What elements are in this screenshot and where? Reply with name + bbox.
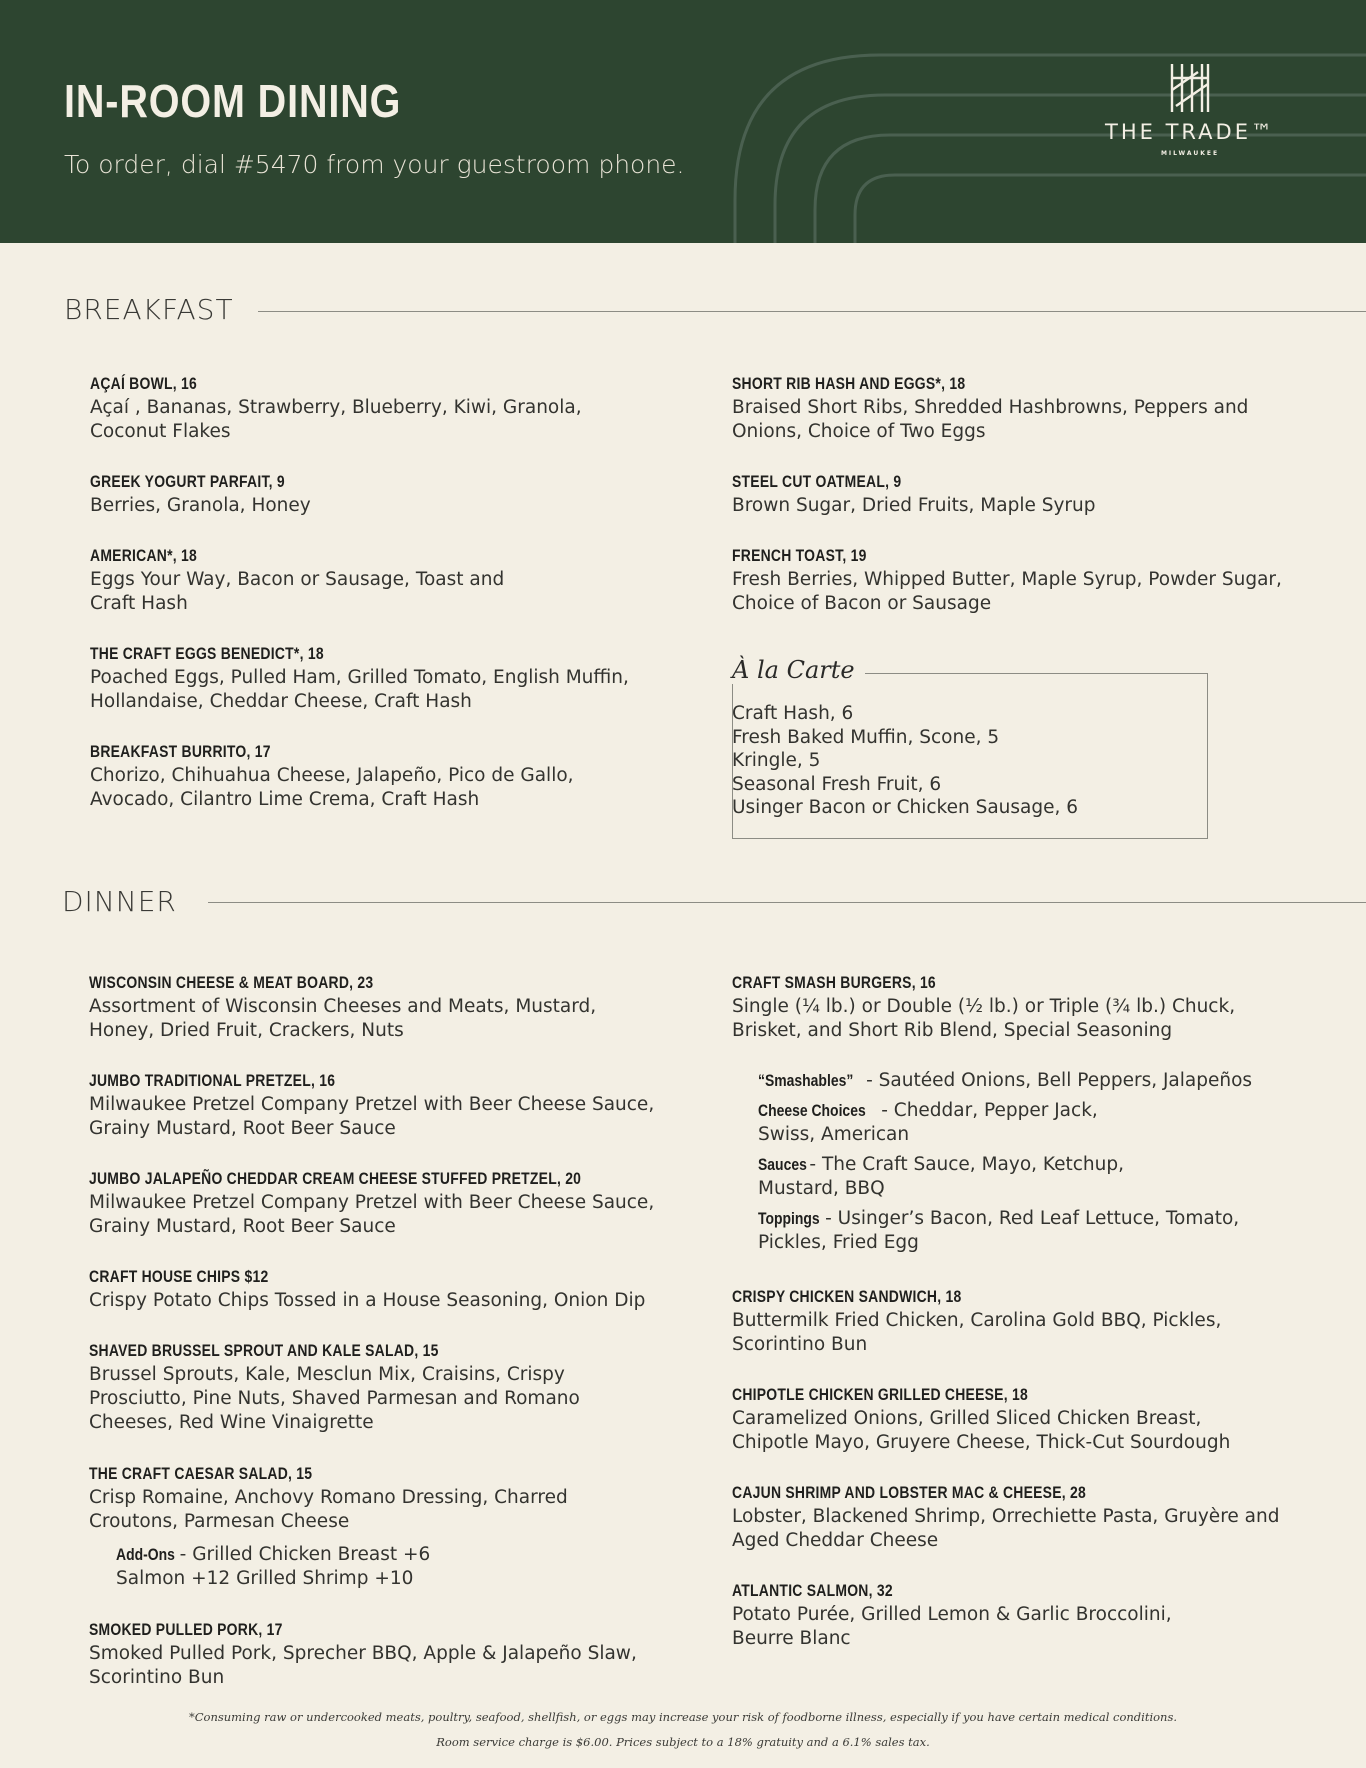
menu-item bbox=[732, 1385, 1332, 1455]
item-name: THE CRAFT CAESAR SALAD, 15 bbox=[89, 1464, 313, 1483]
addons-label: Add-Ons bbox=[116, 1545, 175, 1564]
item-description: Chorizo, Chihuahua Cheese, Jalapeño, Pico de Gallo, Avocado, Cilantro Lime Crema, Craft Hash bbox=[90, 765, 574, 810]
burger-option bbox=[758, 1207, 1258, 1255]
item-name: THE CRAFT EGGS BENEDICT*, 18 bbox=[90, 644, 324, 663]
menu-item bbox=[89, 1341, 689, 1435]
alacarte-list bbox=[732, 702, 1078, 820]
item-name: CHIPOTLE CHICKEN GRILLED CHEESE, 18 bbox=[732, 1385, 1028, 1404]
addons-note bbox=[116, 1543, 476, 1591]
menu-item bbox=[732, 472, 1332, 518]
item-description: Açaí , Bananas, Strawberry, Blueberry, Kiwi, Granola, Coconut Flakes bbox=[90, 397, 582, 442]
item-name: CRAFT SMASH BURGERS, 16 bbox=[732, 973, 936, 992]
item-name: SHAVED BRUSSEL SPROUT AND KALE SALAD, 15 bbox=[89, 1341, 439, 1360]
item-description: Crispy Potato Chips Tossed in a House Seasoning, Onion Dip bbox=[89, 1290, 646, 1311]
menu-item bbox=[732, 1581, 1332, 1651]
item-name: CRISPY CHICKEN SANDWICH, 18 bbox=[732, 1287, 962, 1306]
menu-item bbox=[89, 1169, 689, 1239]
item-description: Milwaukee Pretzel Company Pretzel with Beer Cheese Sauce, Grainy Mustard, Root Beer Sauce bbox=[89, 1094, 655, 1139]
item-name: AÇAÍ BOWL, 16 bbox=[90, 374, 197, 393]
page-title: IN-ROOM DINING bbox=[64, 75, 402, 127]
item-description: Fresh Berries, Whipped Butter, Maple Syrup, Powder Sugar, Choice of Bacon or Sausage bbox=[732, 569, 1282, 614]
order-instructions: To order, dial #5470 from your guestroom phone. bbox=[64, 150, 685, 179]
section-title-dinner: DINNER bbox=[62, 885, 177, 918]
item-description: Brown Sugar, Dried Fruits, Maple Syrup bbox=[732, 495, 1096, 516]
item-description: Berries, Granola, Honey bbox=[90, 495, 311, 516]
menu-item bbox=[732, 374, 1332, 444]
option-text: - The Craft Sauce, Mayo, Ketchup, Mustard, BBQ bbox=[758, 1154, 1124, 1199]
item-name: FRENCH TOAST, 19 bbox=[732, 546, 867, 565]
logo-city: MILWAUKEE bbox=[1160, 150, 1220, 157]
item-name: WISCONSIN CHEESE & MEAT BOARD, 23 bbox=[89, 973, 374, 992]
list-item: Usinger Bacon or Chicken Sausage, 6 bbox=[732, 797, 1079, 819]
list-item: Seasonal Fresh Fruit, 6 bbox=[732, 773, 942, 795]
addons-text: - Grilled Chicken Breast +6 Salmon +12 Grilled Shrimp +10 bbox=[116, 1544, 431, 1589]
footer-charges: Room service charge is $6.00. Prices subject to a 18% gratuity and a 6.1% sales tax. bbox=[436, 1735, 930, 1749]
section-divider bbox=[258, 311, 1366, 312]
item-description: Milwaukee Pretzel Company Pretzel with Beer Cheese Sauce, Grainy Mustard, Root Beer Sauce bbox=[89, 1192, 655, 1237]
burger-option bbox=[758, 1153, 1158, 1201]
item-name: CRAFT HOUSE CHIPS $12 bbox=[89, 1267, 269, 1286]
item-description: Lobster, Blackened Shrimp, Orrechiette Pasta, Gruyère and Aged Cheddar Cheese bbox=[732, 1506, 1280, 1551]
menu-item bbox=[732, 973, 1332, 1043]
list-item: Fresh Baked Muffin, Scone, 5 bbox=[732, 726, 1000, 748]
item-description: Buttermilk Fried Chicken, Carolina Gold BBQ, Pickles, Scorintino Bun bbox=[732, 1310, 1222, 1355]
menu-item bbox=[89, 973, 689, 1043]
item-description: Braised Short Ribs, Shredded Hashbrowns, Peppers and Onions, Choice of Two Eggs bbox=[732, 397, 1249, 442]
header-banner bbox=[0, 0, 1366, 243]
hotel-logo bbox=[1090, 62, 1290, 157]
menu-item bbox=[732, 1287, 1332, 1357]
item-name: AMERICAN*, 18 bbox=[90, 546, 197, 565]
item-description: Crisp Romaine, Anchovy Romano Dressing, Charred Croutons, Parmesan Cheese bbox=[89, 1487, 568, 1532]
item-name: CAJUN SHRIMP AND LOBSTER MAC & CHEESE, 28 bbox=[732, 1483, 1086, 1502]
menu-item bbox=[732, 546, 1332, 616]
item-name: ATLANTIC SALMON, 32 bbox=[732, 1581, 893, 1600]
item-description: Single (¼ lb.) or Double (½ lb.) or Triple (¾ lb.) Chuck, Brisket, and Short Rib Blend, Special Seasoning bbox=[732, 996, 1236, 1041]
option-label: Cheese Choices bbox=[758, 1101, 866, 1120]
burger-option bbox=[758, 1069, 1318, 1093]
menu-item bbox=[732, 1483, 1332, 1553]
option-text: - Cheddar, Pepper Jack, Swiss, American bbox=[758, 1100, 1098, 1145]
option-text: - Usinger’s Bacon, Red Leaf Lettuce, Tomato, Pickles, Fried Egg bbox=[758, 1208, 1240, 1253]
item-description: Poached Eggs, Pulled Ham, Grilled Tomato, English Muffin, Hollandaise, Cheddar Cheese, Craft Hash bbox=[90, 667, 629, 712]
menu-item bbox=[90, 644, 690, 714]
menu-item bbox=[89, 1071, 689, 1141]
item-description: Smoked Pulled Pork, Sprecher BBQ, Apple & Jalapeño Slaw, Scorintino Bun bbox=[89, 1643, 637, 1688]
item-description: Caramelized Onions, Grilled Sliced Chicken Breast, Chipotle Mayo, Gruyere Cheese, Thick-Cut Sourdough bbox=[732, 1408, 1231, 1453]
item-name: STEEL CUT OATMEAL, 9 bbox=[732, 472, 902, 491]
item-name: SMOKED PULLED PORK, 17 bbox=[89, 1620, 283, 1639]
list-item: Kringle, 5 bbox=[732, 750, 821, 772]
item-description: Brussel Sprouts, Kale, Mesclun Mix, Craisins, Crispy Prosciutto, Pine Nuts, Shaved Parmesan and Romano Cheeses, Red Wine Vinaigrette bbox=[89, 1364, 580, 1433]
option-text: - Sautéed Onions, Bell Peppers, Jalapeños bbox=[860, 1070, 1253, 1091]
menu-item bbox=[90, 374, 690, 444]
item-name: SHORT RIB HASH AND EGGS*, 18 bbox=[732, 374, 966, 393]
menu-item bbox=[90, 742, 690, 812]
option-label: Sauces bbox=[758, 1155, 807, 1174]
section-divider bbox=[208, 902, 1366, 903]
list-item: Craft Hash, 6 bbox=[732, 703, 854, 724]
item-description: Eggs Your Way, Bacon or Sausage, Toast and Craft Hash bbox=[90, 569, 505, 614]
menu-item bbox=[89, 1267, 689, 1313]
item-description: Potato Purée, Grilled Lemon & Garlic Broccolini, Beurre Blanc bbox=[732, 1604, 1172, 1649]
section-title-breakfast: BREAKFAST bbox=[64, 293, 234, 326]
option-label: Toppings bbox=[758, 1209, 820, 1228]
item-description: Assortment of Wisconsin Cheeses and Meats, Mustard, Honey, Dried Fruit, Crackers, Nuts bbox=[89, 996, 597, 1041]
menu-item bbox=[90, 546, 690, 616]
menu-item bbox=[89, 1620, 689, 1690]
logo-mark-icon bbox=[1168, 62, 1212, 114]
item-name: JUMBO TRADITIONAL PRETZEL, 16 bbox=[89, 1071, 336, 1090]
option-label: “Smashables” bbox=[758, 1071, 854, 1090]
item-name: BREAKFAST BURRITO, 17 bbox=[90, 742, 271, 761]
menu-item bbox=[89, 1464, 689, 1534]
item-name: JUMBO JALAPEÑO CHEDDAR CREAM CHEESE STUFFED PRETZEL, 20 bbox=[89, 1169, 582, 1188]
footer-disclaimer: *Consuming raw or undercooked meats, poultry, seafood, shellfish, or eggs may increase your risk of foodborne illness, especially if you have certain medical conditions. bbox=[188, 1710, 1178, 1724]
burger-option bbox=[758, 1099, 1138, 1147]
item-name: GREEK YOGURT PARFAIT, 9 bbox=[90, 472, 285, 491]
logo-name: THE TRADE™ bbox=[1105, 120, 1275, 144]
alacarte-title: À la Carte bbox=[726, 656, 865, 684]
menu-item bbox=[90, 472, 690, 518]
